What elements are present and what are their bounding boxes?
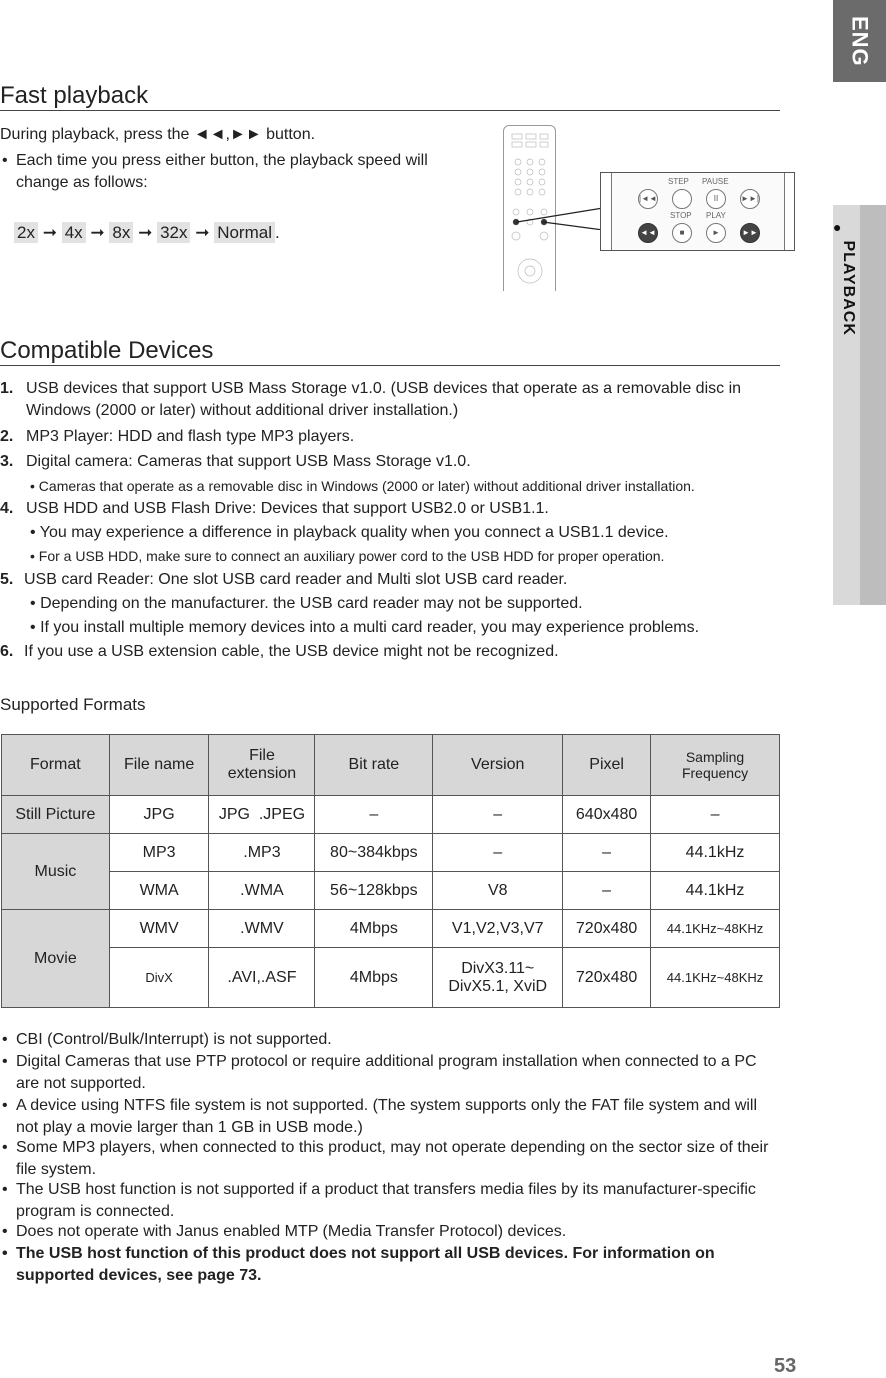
table-cell: .WMV [209,910,315,948]
table-row [2,796,780,834]
speed-8x: 8x [109,222,133,243]
callout-lines [515,200,605,230]
compatible-item-4: 4. USB HDD and USB Flash Drive: Devices that support USB2.0 or USB1.1. [0,500,549,517]
speed-bullet: • Each time you press either button, the playback speed will change as follows: [2,152,428,191]
compatible-item-3: 3. Digital camera: Cameras that support USB Mass Storage v1.0. [0,453,471,470]
speed-sequence [14,222,280,244]
compatible-item-4-sub-2: • For a USB HDD, make sure to connect an auxiliary power cord to the USB HDD for proper operation. [30,548,665,564]
speed-32x: 32x [157,222,190,243]
note-item: • CBI (Control/Bulk/Interrupt) is not supported. [2,1031,332,1048]
note-item: • Digital Cameras that use PTP protocol or require additional program installation when connected to a PC are not supported. [2,1053,757,1092]
table-cell: 720x480 [563,910,651,948]
compatible-item-2: 2. MP3 Player: HDD and flash type MP3 players. [0,428,355,445]
pause-icon[interactable]: II [706,189,726,209]
table-row [2,872,780,910]
table-cell: – [315,796,433,834]
table-cell: 44.1KHz~48KHz [651,948,780,1008]
table-header-row [2,735,780,796]
compatible-item-5: 5. USB card Reader: One slot USB card reader and Multi slot USB card reader. [0,571,568,588]
fast-playback-title: Fast playback [0,82,149,109]
play-icon[interactable]: ► [706,223,726,243]
table-cell: 44.1KHz~48KHz [651,910,780,948]
table-cell: WMV [109,910,209,948]
prev-icon[interactable]: |◄◄ [638,189,658,209]
stop-label: STOP [670,211,692,220]
supported-formats-title: Supported Formats [0,695,146,714]
table-cell: .AVI,.ASF [209,948,315,1008]
table-cell: MP3 [109,834,209,872]
table-row [2,948,780,1008]
rewind-icon[interactable]: ◄◄ [638,223,658,243]
note-item: • A device using NTFS file system is not supported. (The system supports only the FAT file system and will not play a movie larger than 1 GB in USB mode.) [2,1097,758,1136]
header-cell: Bit rate [315,735,433,796]
step-button[interactable] [672,189,692,209]
language-tab [833,0,886,82]
table-cell: V8 [433,872,563,910]
header-cell: File name [109,735,209,796]
compatible-item-5-sub-1: • Depending on the manufacturer. the USB card reader may not be supported. [30,595,583,612]
speed-normal: Normal [214,222,275,243]
speed-arrow: ➞ [42,223,57,242]
row-header: Movie [2,910,110,1008]
table-cell: V1,V2,V3,V7 [433,910,563,948]
table-cell: – [433,796,563,834]
header-cell: Version [433,735,563,796]
remote-zoom-panel [600,172,795,251]
table-cell: 4Mbps [315,910,433,948]
speed-2x: 2x [14,222,38,243]
table-cell: – [563,834,651,872]
section-text: PLAYBACK [840,240,857,336]
formats-table [1,734,780,1008]
note-item-bold: • The USB host function of this product does not support all USB devices. For information on supported devices, see page 73. [2,1245,715,1284]
header-cell: Sampling Frequency [651,735,780,796]
header-cell: Format [2,735,110,796]
next-icon[interactable]: ►►| [740,189,760,209]
table-cell: DivX3.11~ DivX5.1, XviD [433,948,563,1008]
header-cell: Pixel [563,735,651,796]
section-label [833,219,863,336]
compatible-item-1: 1. USB devices that support USB Mass Storage v1.0. (USB devices that operate as a removable disc in Windows (2000 or later) without additional driver installation.) [0,380,742,419]
fast-playback-intro: During playback, press the ◄◄,►► button. [0,126,316,143]
section-tab [833,205,886,605]
table-cell: – [563,872,651,910]
speed-arrow: ➞ [138,223,153,242]
table-cell: WMA [109,872,209,910]
speed-4x: 4x [62,222,86,243]
table-cell: 44.1kHz [651,872,780,910]
table-row [2,910,780,948]
note-item: • Does not operate with Janus enabled MTP (Media Transfer Protocol) devices. [2,1223,567,1240]
play-label: PLAY [706,211,726,220]
table-cell: .WMA [209,872,315,910]
note-item: • Some MP3 players, when connected to this product, may not operate depending on the sector size of their file system. [2,1139,769,1178]
speed-arrow: ➞ [90,223,105,242]
page-number: 53 [774,1355,797,1377]
table-cell: – [651,796,780,834]
table-cell: – [433,834,563,872]
note-item: • The USB host function is not supported if a product that transfers media files by its manufacturer-specific program is connected. [2,1181,756,1220]
language-label: ENG [847,15,873,67]
step-label: STEP [668,177,689,186]
table-cell: JPG [109,796,209,834]
compatible-item-6: 6. If you use a USB extension cable, the USB device might not be recognized. [0,643,559,660]
fast-forward-icon[interactable]: ►► [740,223,760,243]
speed-arrow: ➞ [195,223,210,242]
row-header: Still Picture [2,796,110,834]
section-bullet: ● [833,219,843,235]
table-cell: 80~384kbps [315,834,433,872]
compatible-item-3-sub: • Cameras that operate as a removable disc in Windows (2000 or later) without additional driver installation. [30,478,695,494]
table-cell: DivX [109,948,209,1008]
header-cell: File extension [209,735,315,796]
table-cell: 640x480 [563,796,651,834]
compatible-item-5-sub-2: • If you install multiple memory devices into a multi card reader, you may experience problems. [30,619,700,636]
table-cell: 720x480 [563,948,651,1008]
row-header: Music [2,834,110,910]
table-cell: 4Mbps [315,948,433,1008]
table-row [2,834,780,872]
table-cell: JPG .JPEG [209,796,315,834]
compatible-devices-title: Compatible Devices [0,337,214,364]
stop-icon[interactable]: ■ [672,223,692,243]
table-cell: 44.1kHz [651,834,780,872]
compatible-item-4-sub-1: • You may experience a difference in playback quality when you connect a USB1.1 device. [30,524,669,541]
speed-end: . [275,223,280,242]
table-cell: .MP3 [209,834,315,872]
pause-label: PAUSE [702,177,729,186]
table-cell: 56~128kbps [315,872,433,910]
